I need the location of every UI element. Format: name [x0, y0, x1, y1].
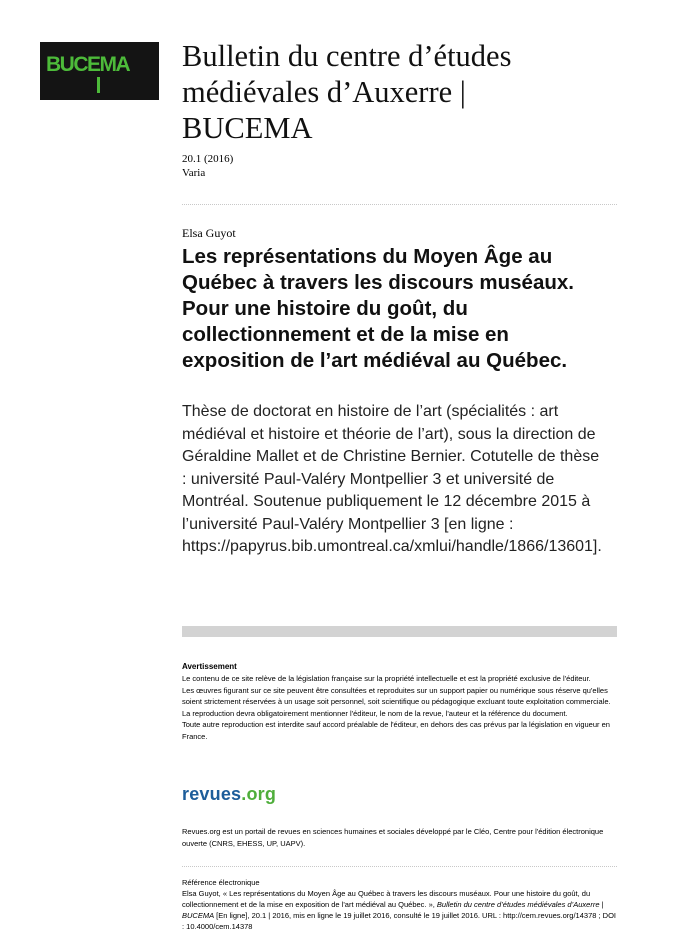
reference-citation	[182, 888, 619, 932]
warning-body	[182, 673, 619, 742]
warning-paragraph: Le contenu de ce site relève de la législation française sur la propriété intellectuelle et est la propriété exclusive de l'éditeur.	[182, 674, 591, 683]
revues-logo-part2: .org	[241, 784, 277, 804]
warning-paragraph: Toute autre reproduction est interdite sauf accord préalable de l'éditeur, en dehors des cas prévus par la législation en vigueur en France.	[182, 720, 610, 741]
revues-logo-part1: revues	[182, 784, 242, 804]
portal-description: Revues.org est un portail de revues en sciences humaines et sociales développé par le Cléo, Centre pour l'édition électronique ouverte (CNRS, EHESS, UP, UAPV).	[182, 827, 604, 848]
issue-number: 20.1 (2016)	[182, 153, 234, 165]
article-title: Les représentations du Moyen Âge au Québec à travers les discours muséaux. Pour une histoire du goût, du collectionnement et de la mise en exposition de l’art médiéval au Québec.	[182, 245, 574, 372]
article-author: Elsa Guyot	[182, 226, 236, 240]
citation-journal: Bulletin du centre d’études médiévales d’Auxerre | BUCEMA	[182, 900, 604, 920]
divider	[182, 204, 617, 205]
journal-title: Bulletin du centre d’études médiévales d’Auxerre | BUCEMA	[182, 39, 512, 145]
bucema-logo	[40, 42, 159, 100]
section-label: Varia	[182, 167, 206, 179]
citation-start: Elsa Guyot, « Les représentations du Moyen Âge au Québec à travers les discours muséaux. Pour une histoire du goût, du collectionnement et de la mise en exposition de l'art médiéval au Québec. »,	[182, 889, 591, 909]
warning-paragraph: Les œuvres figurant sur ce site peuvent être consultées et reproduites sur un support papier ou numérique sous réserve qu'elles soient strictement réservées à un usage soit personnel, soit scientifique ou pédagogique excluant toute exploitation commerciale. La reproduction devra obligatoirement mentionner l'éditeur, le nom de la revue, l'auteur et la référence du document.	[182, 685, 611, 718]
reference-label: Référence électronique	[182, 878, 260, 887]
separator-bar	[182, 626, 617, 637]
logo-mark	[97, 77, 100, 93]
logo-text: BUCEMA	[46, 53, 130, 76]
divider	[182, 866, 617, 867]
warning-heading: Avertissement	[182, 662, 237, 671]
article-subtitle: Thèse de doctorat en histoire de l’art (spécialités : art médiéval et histoire et théorie de l’art), sous la direction de Géraldine Mallet et de Christine Bernier. Cotutelle de thèse : université Paul-Valéry Montpellier 3 et université de Montréal. Soutenue publiquement le 12 décembre 2015 à l’université Paul-Valéry Montpellier 3 [en ligne : https://papyrus.bib.umontreal.ca/xmlui/handle/1866/13601].	[182, 403, 602, 555]
revues-org-logo[interactable]	[182, 784, 276, 805]
citation-end: [En ligne], 20.1 | 2016, mis en ligne le 19 juillet 2016, consulté le 19 juillet 2016. URL : http://cem.revues.org/14378 ; DOI : 10.4000/cem.14378	[182, 911, 616, 931]
